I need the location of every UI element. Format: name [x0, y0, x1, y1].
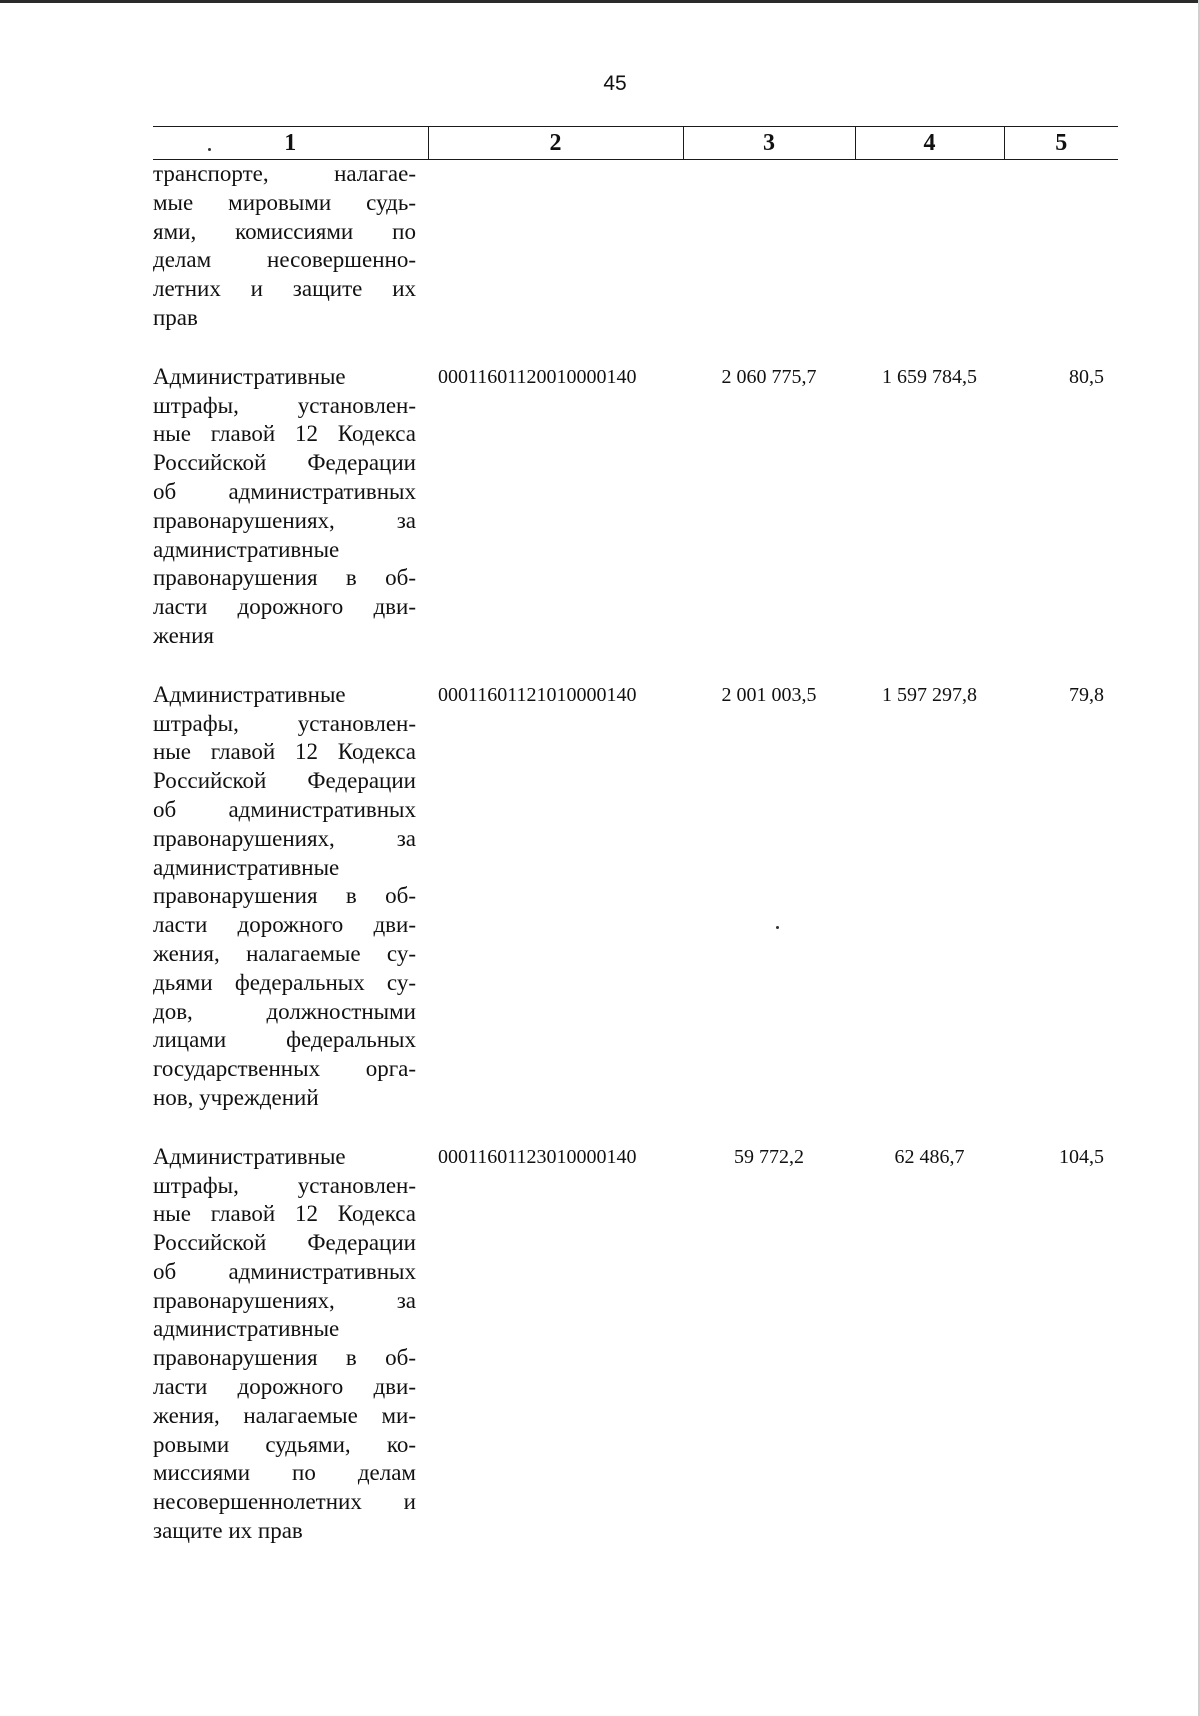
row-description	[153, 160, 428, 363]
description-line: ласти дорожного дви-	[153, 912, 416, 938]
description-line: об административных	[153, 796, 416, 822]
description-line: жения, налагаемые ми-	[153, 1402, 416, 1428]
description-line: правонарушениях, за	[153, 1287, 416, 1313]
description-line: об административных	[153, 478, 416, 504]
table-body	[153, 160, 1118, 1546]
description-line: ные главой 12 Кодекса	[153, 739, 416, 765]
description-line: Административные	[153, 681, 346, 707]
column-header-5: 5	[1004, 127, 1118, 160]
description-line: правонарушения в об-	[153, 1345, 416, 1371]
value-col-5: 104,5	[1059, 1145, 1104, 1168]
table-row	[153, 363, 1118, 681]
description-line: правонарушениях, за	[153, 507, 416, 533]
column-header-1: 1	[153, 127, 428, 160]
description-line: ями, комиссиями по	[153, 218, 416, 244]
budget-code: 00011601120010000140	[438, 365, 637, 388]
description-line: правонарушениях, за	[153, 825, 416, 851]
description-line: правонарушения в об-	[153, 565, 416, 591]
description-line: ровыми судьями, ко-	[153, 1431, 416, 1457]
description-line: лицами федеральных	[153, 1027, 416, 1053]
description-line: жения, налагаемые су-	[153, 940, 416, 966]
description-line: Российской Федерации	[153, 1230, 416, 1256]
budget-table	[153, 126, 1118, 1546]
description-line: административные	[153, 536, 340, 562]
description-line: штрафы, установлен-	[153, 392, 416, 418]
value-col-5: 80,5	[1069, 365, 1104, 388]
value-col-3: 59 772,2	[734, 1145, 804, 1168]
description-line: мые мировыми судь-	[153, 189, 416, 215]
description-line: ные главой 12 Кодекса	[153, 1201, 416, 1227]
description-line: правонарушения в об-	[153, 883, 416, 909]
description-line: Российской Федерации	[153, 450, 416, 476]
value-col-4: 1 597 297,8	[882, 683, 977, 706]
value-col-5	[1004, 160, 1118, 363]
description-line: Административные	[153, 1143, 346, 1169]
description-line: ные главой 12 Кодекса	[153, 421, 416, 447]
table-row	[153, 160, 1118, 363]
budget-code: 00011601123010000140	[438, 1145, 637, 1168]
budget-code	[428, 160, 683, 363]
description-line: дов, должностными	[153, 998, 416, 1024]
description-line: штрафы, установлен-	[153, 710, 416, 736]
value-col-3: 2 060 775,7	[721, 365, 817, 388]
description-line: Российской Федерации	[153, 768, 416, 794]
scan-speck	[208, 148, 211, 151]
value-col-3: 2 001 003,5	[721, 683, 817, 706]
row-description	[153, 681, 428, 1143]
description-line: государственных орга-	[153, 1056, 416, 1082]
description-line: административные	[153, 854, 340, 880]
value-col-4: 62 486,7	[894, 1145, 965, 1168]
value-col-3	[683, 160, 855, 363]
description-line: миссиями по делам	[153, 1460, 416, 1486]
value-col-4	[855, 160, 1004, 363]
row-description	[153, 363, 428, 681]
description-line: нов, учреждений	[153, 1084, 319, 1110]
description-line: об административных	[153, 1258, 416, 1284]
description-line: несовершеннолетних и	[153, 1489, 416, 1515]
value-col-4: 1 659 784,5	[882, 365, 977, 388]
description-line: жения	[153, 622, 214, 648]
description-line: прав	[153, 304, 198, 330]
column-header-2: 2	[428, 127, 683, 160]
scan-edge-top	[0, 0, 1200, 3]
table-header-row	[153, 127, 1118, 160]
table-row	[153, 681, 1118, 1143]
column-header-4: 4	[855, 127, 1004, 160]
description-line: административные	[153, 1316, 340, 1342]
description-line: защите их прав	[153, 1518, 303, 1544]
description-line: ласти дорожного дви-	[153, 1374, 416, 1400]
column-header-3: 3	[683, 127, 855, 160]
row-description	[153, 1143, 428, 1546]
description-line: штрафы, установлен-	[153, 1172, 416, 1198]
description-line: транспорте, налагае-	[153, 161, 416, 186]
value-col-5: 79,8	[1069, 683, 1104, 706]
page-number: 45	[603, 72, 627, 95]
description-line: ласти дорожного дви-	[153, 594, 416, 620]
budget-code: 00011601121010000140	[438, 683, 637, 706]
description-line: делам несовершенно-	[153, 247, 416, 273]
table-row	[153, 1143, 1118, 1546]
description-line: Административные	[153, 363, 346, 389]
description-line: дьями федеральных су-	[153, 969, 416, 995]
description-line: летних и защите их	[153, 276, 416, 302]
scan-speck	[776, 926, 779, 929]
